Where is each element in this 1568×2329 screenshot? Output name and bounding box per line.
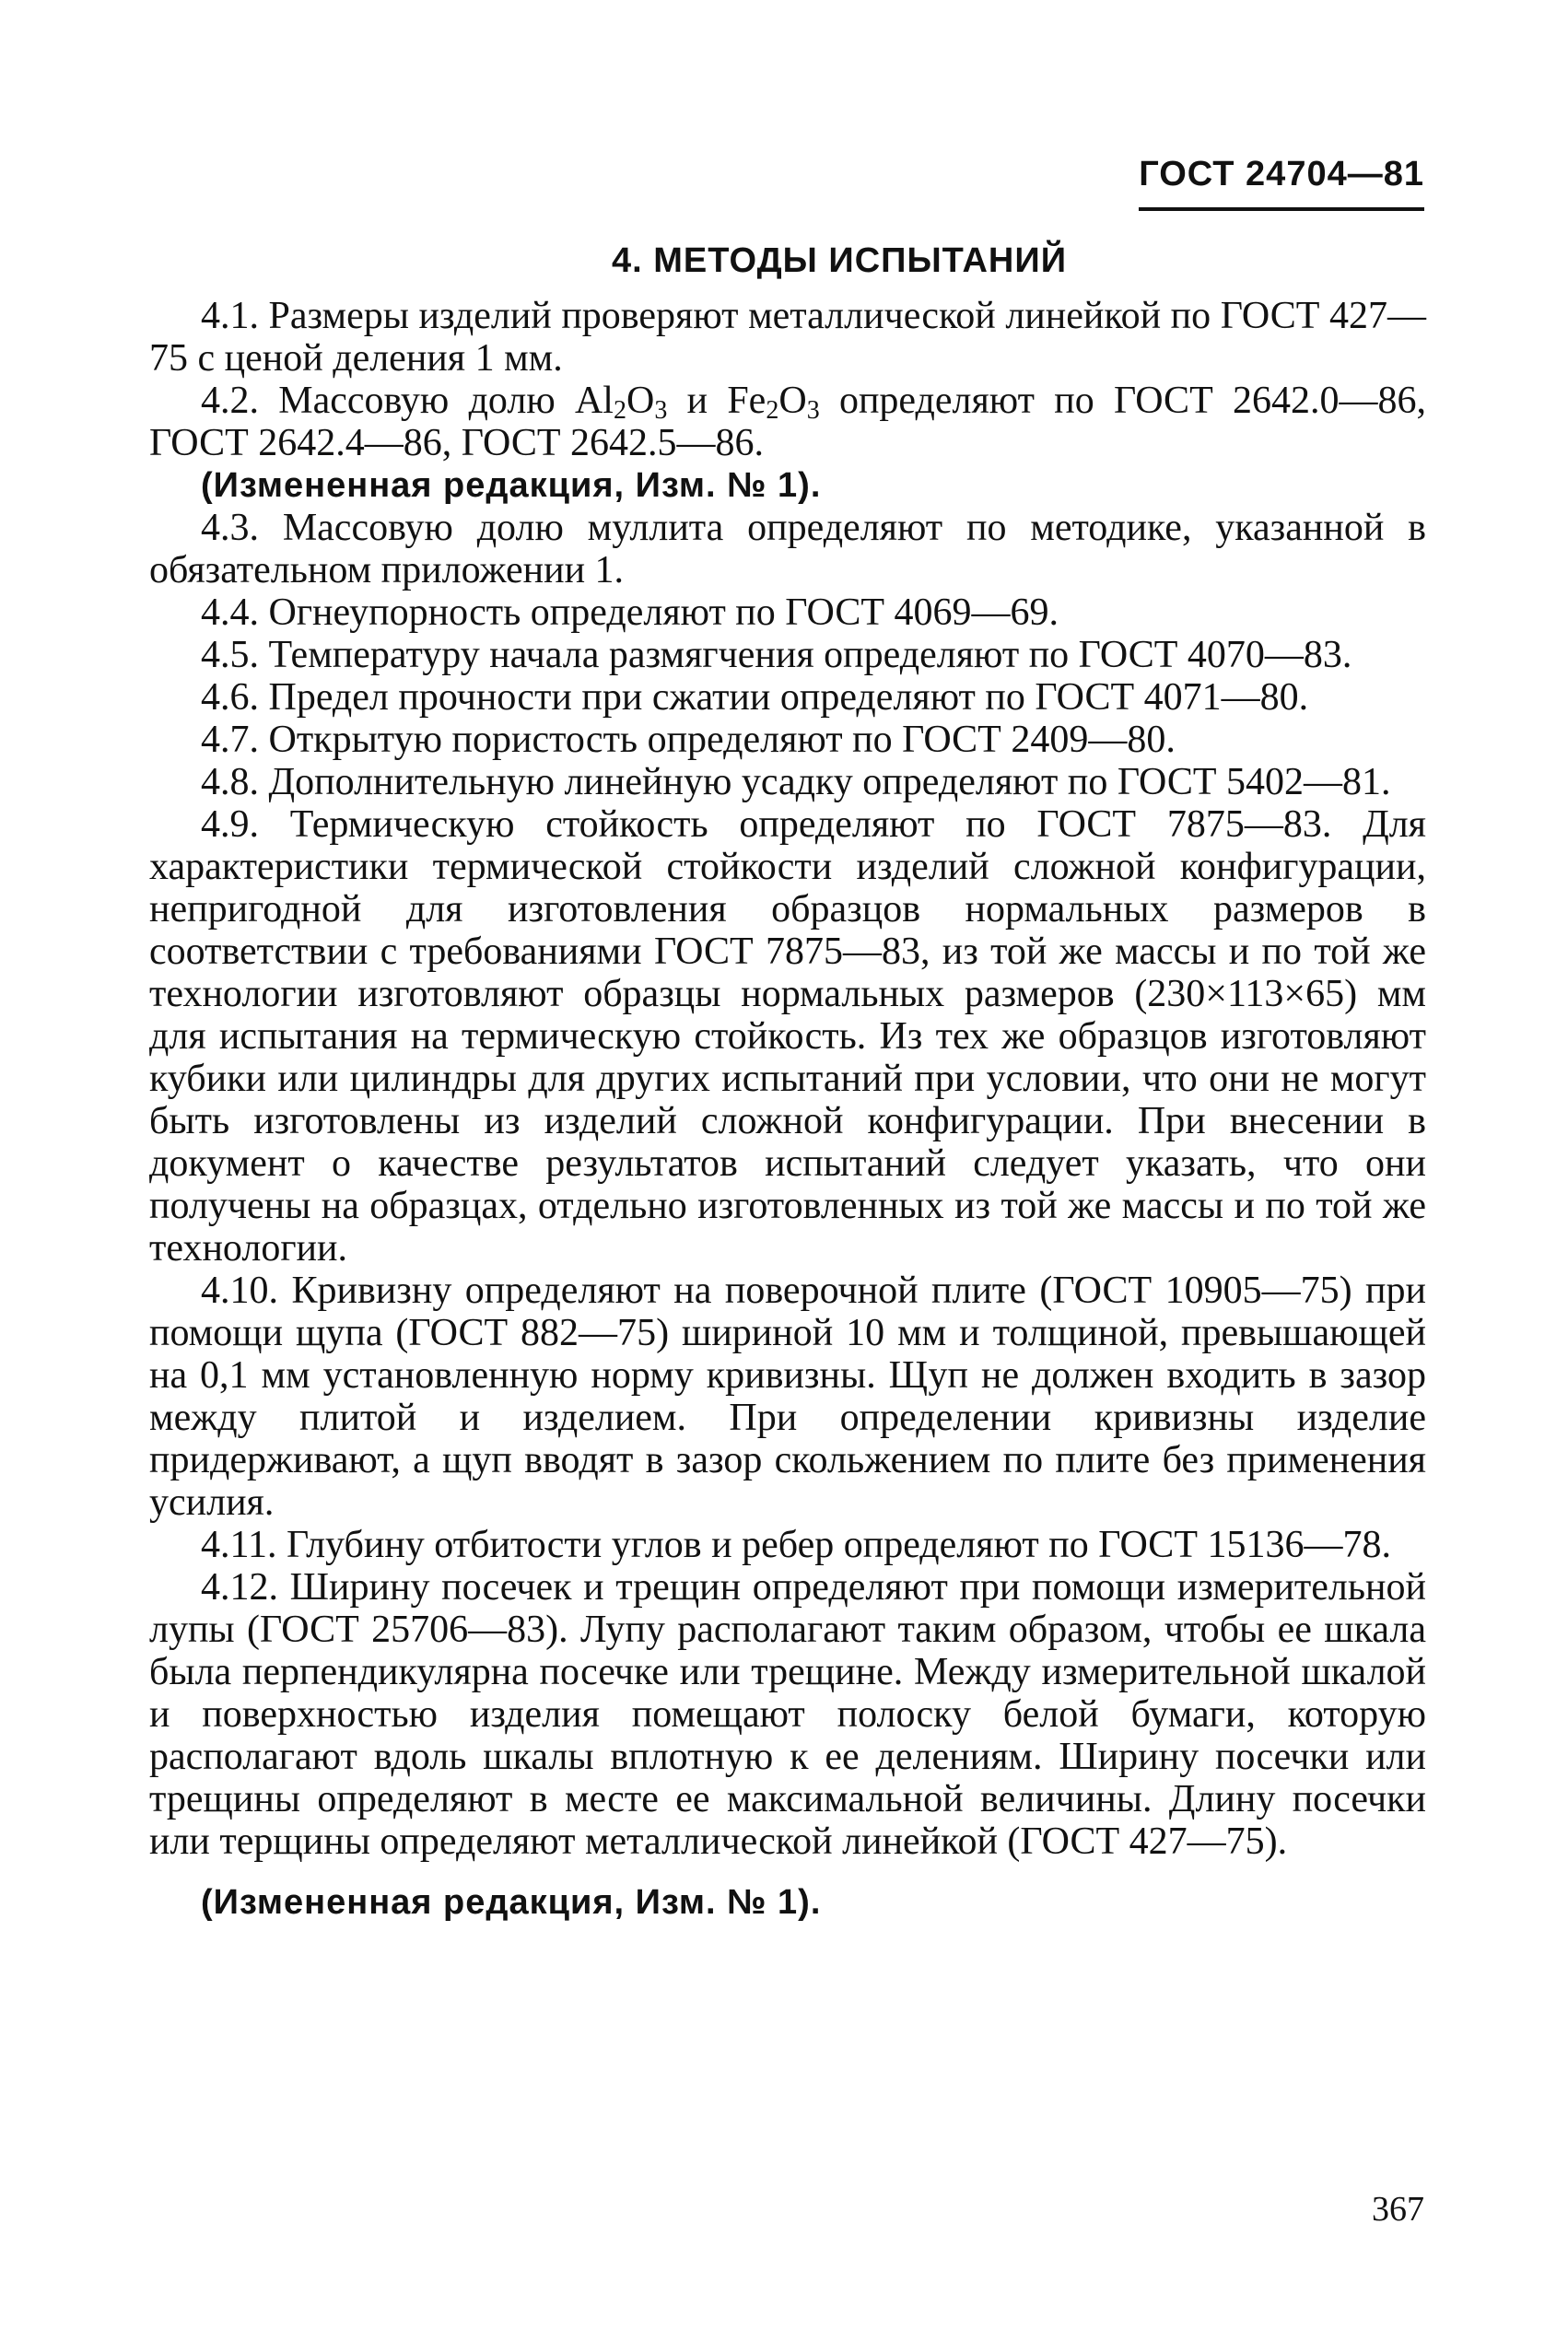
paragraph-4-8: 4.8. Дополнительную линейную усадку определяют по ГОСТ 5402—81.: [201, 761, 1391, 803]
paragraph-4-2-part-d: O: [778, 380, 807, 422]
paragraph-4-5: 4.5. Температуру начала размягчения определяют по ГОСТ 4070—83.: [201, 634, 1352, 676]
paragraph-4-2: [149, 380, 1426, 464]
paragraph-4-7: 4.7. Открытую пористость определяют по ГОСТ 2409—80.: [201, 719, 1176, 761]
paragraph-4-3: 4.3. Массовую долю муллита определяют по методике, указанной в обязательном приложении 1.: [149, 507, 1426, 591]
paragraph-4-10: 4.10. Кривизну определяют на поверочной плите (ГОСТ 10905—75) при помощи щупа (ГОСТ 882—75) шириной 10 мм и толщиной, превышающей на 0,1 мм установленную норму кривизны. Щуп не должен входить в зазор между плитой и изделием. При определении кривизны изделие придерживают, а щуп вводят в зазор скольжением по плите без применения усилия.: [149, 1270, 1426, 1524]
subscript-fe: 2: [766, 396, 779, 425]
subscript-o3-fe: 3: [806, 396, 820, 425]
paragraph-4-2-part-c: и Fe: [667, 380, 766, 422]
paragraph-4-1: 4.1. Размеры изделий проверяют металлической линейкой по ГОСТ 427—75 с ценой деления 1 мм.: [149, 295, 1426, 380]
amendment-note-1: (Измененная редакция, Изм. № 1).: [201, 466, 822, 505]
section-title: 4. МЕТОДЫ ИСПЫТАНИЙ: [612, 241, 1067, 280]
paragraph-4-2-part-b: O: [626, 380, 655, 422]
paragraph-4-9: 4.9. Термическую стойкость определяют по ГОСТ 7875—83. Для характеристики термической стойкости изделий сложной конфигурации, непригодной для изготовления образцов нормальных размеров в соответствии с требованиями ГОСТ 7875—83, из той же массы и по той же технологии изготовляют образцы нормальных размеров (230×113×65) мм для испытания на термическую стойкость. Из тех же образцов изготовляют кубики или цилиндры для других испытаний при условии, что они не могут быть изготовлены из изделий сложной конфигурации. При внесении в документ о качестве результатов испытаний следует указать, что они получены на образцах, отдельно изготовленных из той же массы и по той же технологии.: [149, 803, 1426, 1270]
document-code-header: ГОСТ 24704—81: [1139, 155, 1424, 211]
paragraph-4-4: 4.4. Огнеупорность определяют по ГОСТ 4069—69.: [201, 591, 1059, 634]
paragraph-4-2-part-e: определяют по ГОСТ 2642.0—86, ГОСТ 2642.4—86, ГОСТ 2642.5—86.: [149, 380, 1426, 464]
subscript-o3-al: 3: [654, 396, 668, 425]
paragraph-4-12: 4.12. Ширину посечек и трещин определяют при помощи измерительной лупы (ГОСТ 25706—83). Лупу располагают таким образом, чтобы ее шкала была перпендикулярна посечке или трещине. Между измерительной шкалой и поверхностью изделия помещают полоску белой бумаги, которую располагают вдоль шкалы вплотную к ее делениям. Ширину посечки или трещины определяют в месте ее максимальной величины. Длину посечки или терщины определяют металлической линейкой (ГОСТ 427—75).: [149, 1566, 1426, 1863]
paragraph-4-6: 4.6. Предел прочности при сжатии определяют по ГОСТ 4071—80.: [201, 676, 1309, 719]
subscript-al: 2: [613, 396, 626, 425]
page-number: 367: [1372, 2190, 1424, 2229]
paragraph-4-2-part-a: 4.2. Массовую долю Al: [201, 380, 614, 422]
section-body: [149, 295, 1426, 1924]
paragraph-4-11: 4.11. Глубину отбитости углов и ребер определяют по ГОСТ 15136—78.: [201, 1524, 1391, 1566]
amendment-note-2: (Измененная редакция, Изм. № 1).: [201, 1883, 822, 1922]
